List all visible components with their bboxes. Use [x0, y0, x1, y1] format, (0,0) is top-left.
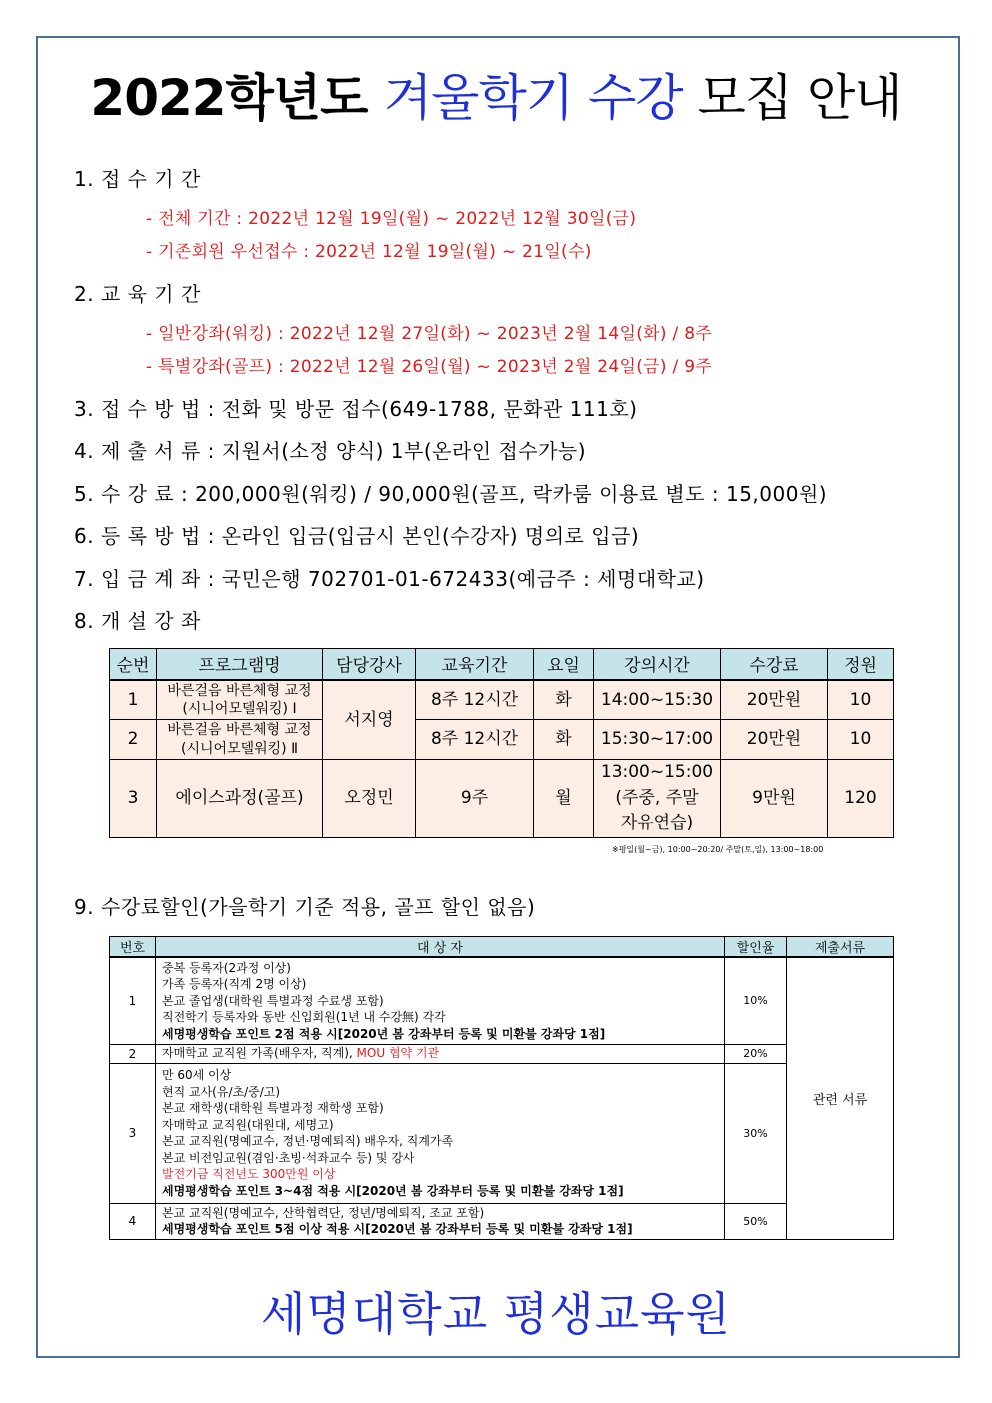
discount-target: 만 60세 이상 현직 교사(유/초/중/고) 본교 재학생(대학원 특별과정 재학생 포함) 자매학교 교직원(대원대, 세명고) 본교 교직원(명예교수, 정년·명예퇴직) 배우자, 직계가족 본교 비전임교원(겸임·초빙·석좌교수 등) 및 강사 발전기금 직전년도 300만원 이상 세명평생학습 포인트 3~4점 적용 시[2020년 봄 강좌부터 등록 및 미환불 강좌당 1점]	[156, 1063, 725, 1203]
schedule-note: ※평일(월~금), 10:00~20:20/ 주말(토,일), 13:00~18:00	[612, 845, 824, 854]
table-row	[110, 957, 894, 1044]
application-period-all: - 전체 기간 : 2022년 12월 19일(월) ~ 2022년 12월 30일(금)	[146, 209, 637, 229]
column-header: 강의시간	[594, 649, 721, 680]
discount-no: 4	[110, 1203, 156, 1239]
table-row	[110, 760, 894, 838]
course-fee: 20만원	[721, 680, 828, 720]
section-documents: 4. 제 출 서 류 : 지원서(소정 양식) 1부(온라인 접수가능)	[74, 439, 587, 463]
section-education-period: 2. 교 육 기 간	[74, 282, 201, 306]
section-application-method: 3. 접 수 방 법 : 전화 및 방문 접수(649-1788, 문화관 111호)	[74, 397, 638, 421]
column-header: 정원	[828, 649, 894, 680]
page-title: 2022학년도 겨울학기 수강 모집 안내	[90, 69, 902, 127]
discount-no: 2	[110, 1044, 156, 1063]
discount-table	[109, 936, 894, 1240]
discount-rate: 30%	[725, 1063, 787, 1203]
column-header: 번호	[110, 937, 156, 958]
course-day: 화	[534, 720, 594, 760]
column-header: 담당강사	[323, 649, 416, 680]
course-time: 13:00~15:00 (주중, 주말 자유연습)	[594, 760, 721, 838]
discount-rate: 20%	[725, 1044, 787, 1063]
table-row	[110, 720, 894, 760]
course-time: 15:30~17:00	[594, 720, 721, 760]
section-bank-account: 7. 입 금 계 좌 : 국민은행 702701-01-672433(예금주 : 세명대학교)	[74, 567, 705, 591]
course-fee: 9만원	[721, 760, 828, 838]
course-day: 화	[534, 680, 594, 720]
application-period-priority: - 기존회원 우선접수 : 2022년 12월 19일(월) ~ 21일(수)	[146, 242, 592, 262]
course-time: 14:00~15:30	[594, 680, 721, 720]
course-day: 월	[534, 760, 594, 838]
section-courses: 8. 개 설 강 좌	[74, 609, 201, 633]
course-no: 2	[110, 720, 157, 760]
section-discount: 9. 수강료할인(가을학기 기준 적용, 골프 할인 없음)	[74, 895, 536, 919]
column-header: 프로그램명	[157, 649, 323, 680]
column-header: 교육기간	[416, 649, 534, 680]
section-fee: 5. 수 강 료 : 200,000원(워킹) / 90,000원(골프, 락카룸 이용료 별도 : 15,000원)	[74, 482, 828, 506]
table-header-row	[110, 649, 894, 680]
column-header: 대 상 자	[156, 937, 725, 958]
course-capacity: 120	[828, 760, 894, 838]
course-no: 3	[110, 760, 157, 838]
discount-rate: 50%	[725, 1203, 787, 1239]
table-row	[110, 1203, 894, 1239]
section-application-period: 1. 접 수 기 간	[74, 167, 201, 191]
table-row	[110, 1044, 894, 1063]
discount-target: 본교 교직원(명예교수, 산학협력단, 정년/명예퇴직, 조교 포함) 세명평생학습 포인트 5점 이상 적용 시[2020년 봄 강좌부터 등록 및 미환불 강좌당 1점]	[156, 1203, 725, 1239]
column-header: 제출서류	[787, 937, 894, 958]
course-period: 8주 12시간	[416, 680, 534, 720]
course-instructor: 서지영	[323, 680, 416, 760]
institution-name: 세명대학교 평생교육원	[261, 1287, 731, 1341]
column-header: 수강료	[721, 649, 828, 680]
table-row	[110, 1063, 894, 1203]
course-fee: 20만원	[721, 720, 828, 760]
discount-target: 자매학교 교직원 가족(배우자, 직계), MOU 협약 기관	[156, 1044, 725, 1063]
course-capacity: 10	[828, 680, 894, 720]
courses-table	[109, 648, 894, 838]
column-header: 할인율	[725, 937, 787, 958]
course-period: 9주	[416, 760, 534, 838]
course-period: 8주 12시간	[416, 720, 534, 760]
required-documents: 관련 서류	[787, 957, 894, 1239]
discount-rate: 10%	[725, 957, 787, 1044]
table-row	[110, 680, 894, 720]
table-header-row	[110, 937, 894, 958]
course-no: 1	[110, 680, 157, 720]
course-capacity: 10	[828, 720, 894, 760]
column-header: 요일	[534, 649, 594, 680]
education-period-walking: - 일반강좌(워킹) : 2022년 12월 27일(화) ~ 2023년 2월 14일(화) / 8주	[146, 324, 713, 344]
course-name: 에이스과정(골프)	[157, 760, 323, 838]
discount-no: 3	[110, 1063, 156, 1203]
course-instructor: 오정민	[323, 760, 416, 838]
education-period-golf: - 특별강좌(골프) : 2022년 12월 26일(월) ~ 2023년 2월 24일(금) / 9주	[146, 357, 713, 377]
discount-no: 1	[110, 957, 156, 1044]
discount-target: 중복 등록자(2과정 이상) 가족 등록자(직계 2명 이상) 본교 졸업생(대학원 특별과정 수료생 포함) 직전학기 등록자와 동반 신입회원(1년 내 수강無) 각각 세명평생학습 포인트 2점 적용 시[2020년 봄 강좌부터 등록 및 미환불 강좌당 1점]	[156, 957, 725, 1044]
course-name: 바른걸음 바른체형 교정 (시니어모델워킹) Ⅰ	[157, 680, 323, 720]
column-header: 순번	[110, 649, 157, 680]
course-name: 바른걸음 바른체형 교정 (시니어모델워킹) Ⅱ	[157, 720, 323, 760]
section-registration-method: 6. 등 록 방 법 : 온라인 입금(입금시 본인(수강자) 명의로 입금)	[74, 524, 640, 548]
